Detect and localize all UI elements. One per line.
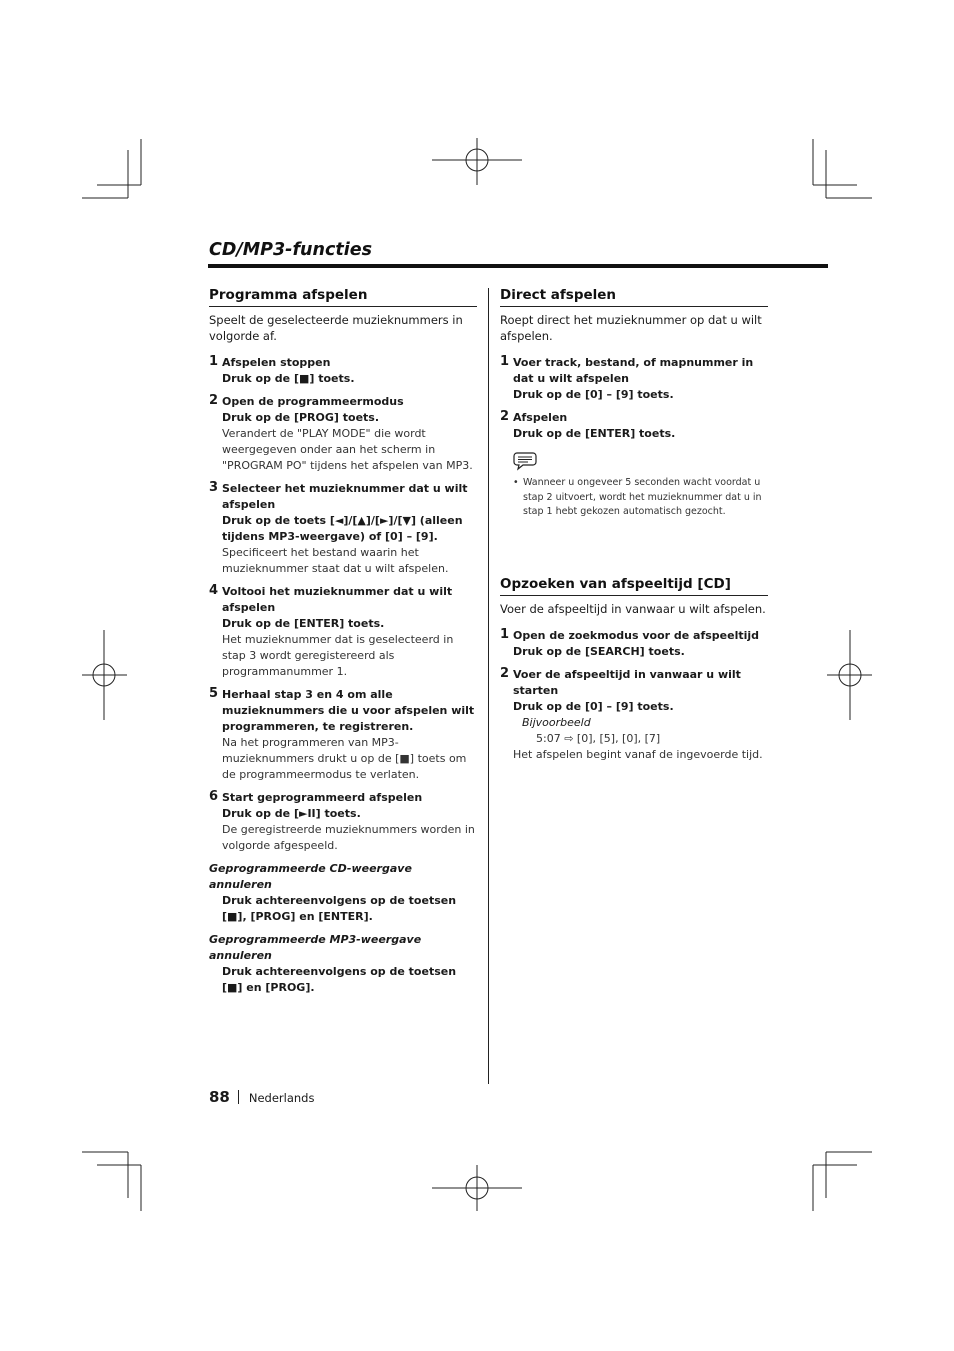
- step-note: Specificeert het bestand waarin het muzieknummer staat dat u wilt afspelen.: [222, 546, 449, 575]
- step-note: Na het programmeren van MP3-muzieknummers drukt u op de [■] toets om de programmeermodus te verlaten.: [222, 736, 467, 781]
- step-1: [500, 355, 768, 403]
- step-number: 1: [500, 354, 510, 369]
- section-heading: Direct afspelen: [500, 287, 768, 307]
- page-number: 88: [209, 1088, 230, 1106]
- step-title: Herhaal stap 3 en 4 om alle muzieknummers die u voor afspelen wilt programmeren, te registreren.: [222, 688, 475, 733]
- section-heading: Programma afspelen: [209, 287, 477, 307]
- step-title: Afspelen: [513, 411, 568, 424]
- section-intro: Speelt de geselecteerde muzieknummers in volgorde af.: [209, 313, 463, 343]
- step-number: 1: [500, 626, 510, 642]
- step-title: Voer de afspeeltijd in vanwaar u wilt starten: [513, 667, 741, 697]
- step-number: 2: [500, 409, 510, 424]
- section-heading: Opzoeken van afspeeltijd [CD]: [500, 576, 768, 596]
- step-action: Druk op de [PROG] toets.: [222, 411, 380, 424]
- page-footer: [209, 1087, 314, 1108]
- step-6: [209, 790, 477, 854]
- cancel-cd-title: Geprogrammeerde CD-weergave annuleren: [209, 862, 412, 891]
- example-value: 5:07 ⇨ [0], [5], [0], [7]: [536, 731, 661, 745]
- cancel-mp3-text: Druk achtereenvolgens op de toetsen [■] en [PROG].: [222, 965, 457, 994]
- title-rule: [208, 264, 828, 268]
- section-intro: Roept direct het muzieknummer op dat u wilt afspelen.: [500, 313, 762, 343]
- step-note: Het afspelen begint vanaf de ingevoerde tijd.: [513, 747, 763, 761]
- cancel-mp3-title: Geprogrammeerde MP3-weergave annuleren: [209, 933, 422, 962]
- step-number: 5: [209, 686, 219, 701]
- step-2: [500, 410, 768, 442]
- step-title: Voltooi het muzieknummer dat u wilt afspelen: [222, 585, 453, 614]
- cancel-cd-text: Druk achtereenvolgens op de toetsen [■], [PROG] en [ENTER].: [222, 894, 457, 923]
- note-icon: [513, 451, 537, 471]
- step-number: 2: [209, 393, 219, 408]
- example-label: Bijvoorbeeld: [522, 715, 591, 729]
- step-number: 3: [209, 480, 219, 495]
- step-title: Selecteer het muzieknummer dat u wilt afspelen: [222, 482, 468, 511]
- page-title: CD/MP3-functies: [209, 240, 372, 260]
- step-note: De geregistreerde muzieknummers worden in volgorde afgespeeld.: [222, 823, 475, 852]
- step-note: Het muzieknummer dat is geselecteerd in stap 3 wordt geregistereerd als programmanummer 1.: [222, 633, 454, 678]
- step-number: 6: [209, 789, 219, 804]
- programma-afspelen-section: [209, 287, 477, 1003]
- note-text: • Wanneer u ongeveer 5 seconden wacht voordat u stap 2 uitvoert, wordt het muzieknummer dat u in stap 1 hebt gekozen automatisch gezocht.: [513, 477, 762, 517]
- right-column: [500, 287, 768, 770]
- step-title: Start geprogrammeerd afspelen: [222, 791, 423, 804]
- step-title: Open de programmeermodus: [222, 395, 404, 408]
- section-intro: Voer de afspeeltijd in vanwaar u wilt afspelen.: [500, 601, 766, 616]
- step-action: Druk op de [►II] toets.: [222, 807, 361, 820]
- step-3: [209, 481, 477, 577]
- step-title: Voer track, bestand, of mapnummer in dat u wilt afspelen: [513, 356, 754, 385]
- step-note: Verandert de "PLAY MODE" die wordt weergegeven onder aan het scherm in "PROGRAM PO" tijdens het afspelen van MP3.: [222, 427, 473, 472]
- note-bullet-text: Wanneer u ongeveer 5 seconden wacht voordat u stap 2 uitvoert, wordt het muzieknummer dat u in stap 1 hebt gekozen automatisch gezocht.: [523, 477, 762, 517]
- step-2: [500, 667, 768, 763]
- opzoeken-afspeeltijd-section: [500, 576, 768, 763]
- step-1: [209, 355, 477, 387]
- step-action: Druk op de [ENTER] toets.: [513, 427, 676, 440]
- direct-afspelen-section: [500, 287, 768, 520]
- step-action: Druk op de [SEARCH] toets.: [513, 644, 685, 658]
- step-1: [500, 628, 768, 660]
- step-number: 4: [209, 583, 219, 598]
- footer-separator: [238, 1090, 239, 1104]
- step-number: 1: [209, 354, 219, 369]
- step-title: Afspelen stoppen: [222, 356, 331, 369]
- column-divider: [488, 288, 489, 1084]
- step-5: [209, 687, 477, 783]
- step-action: Druk op de [0] – [9] toets.: [513, 388, 674, 401]
- step-2: [209, 394, 477, 474]
- footer-language: Nederlands: [248, 1091, 315, 1105]
- step-action: Druk op de [ENTER] toets.: [222, 617, 385, 630]
- step-number: 2: [500, 665, 510, 681]
- step-action: Druk op de [■] toets.: [222, 372, 355, 385]
- step-4: [209, 584, 477, 680]
- step-action: Druk op de toets [◄]/[▲]/[►]/[▼] (alleen tijdens MP3-weergave) of [0] – [9].: [222, 514, 463, 543]
- step-action: Druk op de [0] – [9] toets.: [513, 699, 674, 713]
- step-title: Open de zoekmodus voor de afspeeltijd: [513, 628, 760, 642]
